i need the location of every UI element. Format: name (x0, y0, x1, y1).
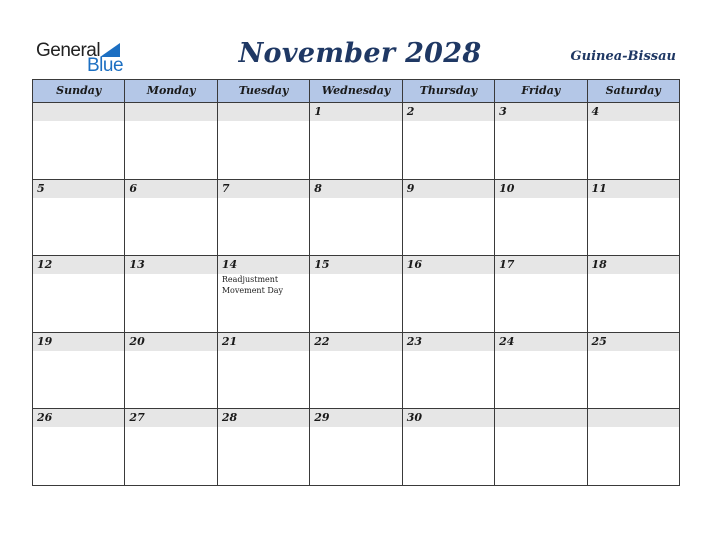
day-cell (218, 409, 310, 485)
week-row (33, 180, 679, 257)
day-cell (588, 256, 679, 332)
day-cell (588, 103, 679, 179)
logo-text-blue: Blue (87, 55, 124, 76)
day-number-band (33, 256, 124, 274)
day-number-band (588, 256, 679, 274)
day-cell (310, 409, 402, 485)
day-number: 16 (406, 258, 422, 272)
day-number: 23 (406, 334, 422, 348)
day-cell (218, 103, 310, 179)
day-number: 21 (221, 334, 238, 348)
week-row (33, 256, 679, 333)
day-number-band (403, 103, 494, 121)
calendar-title: November 2028 (238, 38, 482, 69)
day-number-band (125, 333, 216, 351)
day-cell (218, 333, 310, 409)
day-cell (125, 180, 217, 256)
week-row (33, 103, 679, 180)
day-number-band (218, 256, 309, 274)
weekday-header-row (33, 80, 679, 103)
day-cell (125, 256, 217, 332)
day-number: 17 (499, 258, 515, 272)
day-number: 19 (37, 334, 53, 348)
day-number: 24 (499, 334, 515, 348)
weekday-header-friday: Friday (495, 80, 587, 102)
day-cell (588, 180, 679, 256)
day-number-band (495, 256, 586, 274)
calendar-grid (32, 79, 680, 486)
day-cell (588, 333, 679, 409)
weekday-header-wednesday: Wednesday (310, 80, 402, 102)
day-number: 26 (37, 411, 53, 425)
day-number-band (588, 180, 679, 198)
day-number: 9 (406, 181, 415, 195)
country-name: Guinea-Bissau (570, 49, 676, 64)
day-cell (218, 256, 310, 332)
day-cell (33, 333, 125, 409)
day-number: 1 (314, 105, 322, 118)
day-cell (33, 103, 125, 179)
day-cell (310, 256, 402, 332)
day-number: 7 (221, 181, 230, 195)
day-number-band (588, 409, 679, 427)
day-number: 29 (314, 411, 330, 425)
day-number-band (495, 333, 586, 351)
day-number: 6 (129, 181, 138, 195)
day-cell (495, 333, 587, 409)
day-number: 25 (591, 334, 607, 348)
day-number-band (495, 409, 586, 427)
day-number: 30 (406, 411, 422, 425)
week-row (33, 333, 679, 410)
weekday-header-monday: Monday (125, 80, 217, 102)
day-number-band (310, 103, 401, 121)
day-number-band (125, 256, 216, 274)
day-cell (495, 409, 587, 485)
day-number-band (33, 103, 124, 121)
day-number-band (125, 409, 216, 427)
day-number-band (218, 180, 309, 198)
day-number-band (403, 333, 494, 351)
day-number: 12 (37, 258, 53, 272)
holiday-label: Readjustment Movement Day (221, 275, 284, 296)
weekday-header-sunday: Sunday (33, 80, 125, 102)
day-cell (403, 333, 495, 409)
day-number: 3 (499, 105, 507, 118)
day-number-band (33, 333, 124, 351)
weekday-header-thursday: Thursday (403, 80, 495, 102)
day-cell (125, 333, 217, 409)
day-cell (495, 256, 587, 332)
day-cell (495, 103, 587, 179)
day-number-band (403, 180, 494, 198)
day-cell (218, 180, 310, 256)
day-number-band (495, 103, 586, 121)
weekday-header-tuesday: Tuesday (218, 80, 310, 102)
day-number-band (403, 256, 494, 274)
logo-text-general: General (36, 40, 101, 61)
day-number-band (125, 103, 216, 121)
day-number: 5 (37, 181, 45, 195)
week-row (33, 409, 679, 485)
generalblue-logo (36, 40, 136, 74)
day-number-band (218, 333, 309, 351)
day-number: 14 (221, 258, 238, 272)
day-number-band (495, 180, 586, 198)
day-number-band (33, 180, 124, 198)
day-number: 15 (314, 258, 330, 272)
day-cell (33, 256, 125, 332)
day-number-band (403, 409, 494, 427)
day-cell (125, 409, 217, 485)
day-number-band (310, 333, 401, 351)
day-cell (403, 256, 495, 332)
day-cell (310, 180, 402, 256)
weekday-header-saturday: Saturday (605, 84, 661, 97)
weeks-container (33, 103, 679, 485)
day-number: 20 (129, 334, 145, 348)
day-cell (33, 409, 125, 485)
day-cell (33, 180, 125, 256)
day-number: 8 (314, 181, 322, 195)
day-number-band (125, 180, 216, 198)
day-number: 4 (591, 105, 600, 118)
day-number: 2 (406, 105, 415, 118)
day-cell (310, 103, 402, 179)
day-number-band (310, 256, 401, 274)
day-number: 13 (129, 258, 145, 272)
day-cell (310, 333, 402, 409)
day-number: 18 (591, 258, 607, 272)
day-number-band (33, 409, 124, 427)
day-cell (588, 409, 679, 485)
day-number-band (218, 409, 309, 427)
day-number-band (218, 103, 309, 121)
day-number-band (310, 180, 401, 198)
day-number-band (588, 333, 679, 351)
day-number: 28 (221, 411, 238, 425)
day-cell (403, 103, 495, 179)
day-cell (403, 409, 495, 485)
day-number: 22 (314, 334, 330, 348)
day-number-band (310, 409, 401, 427)
day-number: 27 (129, 411, 145, 425)
day-cell (495, 180, 587, 256)
day-cell (403, 180, 495, 256)
day-number-band (588, 103, 679, 121)
day-cell (125, 103, 217, 179)
day-number: 11 (591, 181, 607, 195)
day-number: 10 (499, 181, 515, 195)
